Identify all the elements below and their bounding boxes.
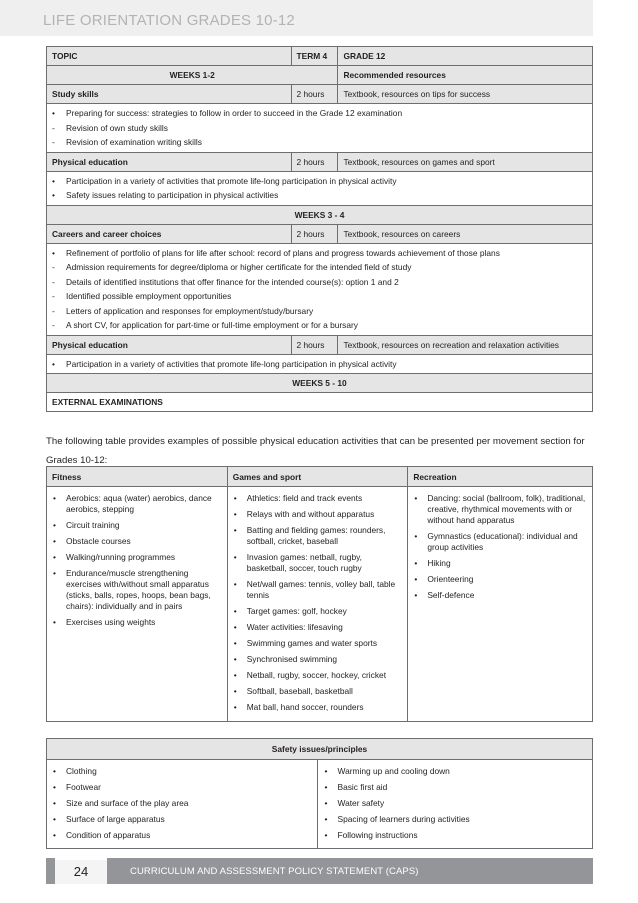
topic-physical-education-2: Physical education xyxy=(47,335,292,354)
list-item: • Circuit training xyxy=(52,520,222,531)
list-item: • Hiking xyxy=(413,558,587,569)
topic-careers: Careers and career choices xyxy=(47,224,292,243)
list-item: • Walking/running programmes xyxy=(52,552,222,563)
weeks-3-4-label: WEEKS 3 - 4 xyxy=(47,205,593,224)
weeks-row xyxy=(47,66,593,85)
careers-list xyxy=(52,246,587,333)
games-sport-header: Games and sport xyxy=(227,467,408,487)
recreation-header: Recreation xyxy=(408,467,593,487)
page-number: 24 xyxy=(73,864,89,879)
list-item: - Letters of application and responses for employment/study/bursary xyxy=(52,304,587,319)
weeks-5-10-label: WEEKS 5 - 10 xyxy=(47,374,593,393)
list-item: - Revision of own study skills xyxy=(52,121,587,136)
list-item: • Obstacle courses xyxy=(52,536,222,547)
list-item: • Swimming games and water sports xyxy=(233,638,403,649)
term4-schedule-table xyxy=(46,46,593,412)
fitness-list xyxy=(52,491,222,628)
list-item: • Gymnastics (educational): individual and group activities xyxy=(413,531,587,553)
list-item: • Spacing of learners during activities xyxy=(323,814,587,825)
resources-cell: Textbook, resources on careers xyxy=(338,224,593,243)
list-item: • Dancing: social (ballroom, folk), traditional, creative, rhythmical movements with or without hand apparatus xyxy=(413,493,587,526)
topic-row xyxy=(47,85,593,104)
hours-cell: 2 hours xyxy=(291,335,338,354)
items-row xyxy=(47,243,593,335)
list-item: • Water safety xyxy=(323,798,587,809)
physical-education-list xyxy=(52,174,587,203)
list-item: • Self-defence xyxy=(413,590,587,601)
list-item: • Clothing xyxy=(52,766,312,777)
safety-body-row xyxy=(47,760,593,849)
list-item: • Basic first aid xyxy=(323,782,587,793)
list-item: • Footwear xyxy=(52,782,312,793)
topic-row xyxy=(47,335,593,354)
activities-table xyxy=(46,466,593,722)
footer-left-strip xyxy=(46,858,55,884)
page-header-title: LIFE ORIENTATION GRADES 10-12 xyxy=(43,12,295,29)
list-item: • Refinement of portfolio of plans for life after school: record of plans and progress towards achievement of those plans xyxy=(52,246,587,261)
topic-row xyxy=(47,224,593,243)
safety-title: Safety issues/principles xyxy=(47,739,593,760)
list-item: • Invasion games: netball, rugby, basketball, soccer, touch rugby xyxy=(233,552,403,574)
topic-row xyxy=(47,152,593,171)
weeks-1-2-label: WEEKS 1-2 xyxy=(47,66,338,85)
list-item: • Participation in a variety of activities that promote life-long participation in physical activity xyxy=(52,174,587,189)
topic-study-skills: Study skills xyxy=(47,85,292,104)
recommended-resources-label: Recommended resources xyxy=(338,66,593,85)
safety-right-list xyxy=(323,762,587,841)
list-item: • Size and surface of the play area xyxy=(52,798,312,809)
physical-education-2-list xyxy=(52,357,587,372)
list-item: • Preparing for success: strategies to follow in order to succeed in the Grade 12 examination xyxy=(52,106,587,121)
list-item: • Relays with and without apparatus xyxy=(233,509,403,520)
footer-text: CURRICULUM AND ASSESSMENT POLICY STATEMENT (CAPS) xyxy=(130,866,419,877)
list-item: • Surface of large apparatus xyxy=(52,814,312,825)
activities-body-row xyxy=(47,487,593,722)
hours-cell: 2 hours xyxy=(291,224,338,243)
resources-cell: Textbook, resources on recreation and relaxation activities xyxy=(338,335,593,354)
table-header-row xyxy=(47,47,593,66)
items-row xyxy=(47,354,593,374)
study-skills-list xyxy=(52,106,587,150)
list-item: • Safety issues relating to participation in physical activities xyxy=(52,188,587,203)
games-sport-list xyxy=(233,491,403,713)
weeks-row xyxy=(47,205,593,224)
list-item: • Warming up and cooling down xyxy=(323,766,587,777)
list-item: • Condition of apparatus xyxy=(52,830,312,841)
topic-physical-education: Physical education xyxy=(47,152,292,171)
list-item: • Orienteering xyxy=(413,574,587,585)
col-term-header: TERM 4 xyxy=(291,47,338,66)
fitness-header: Fitness xyxy=(47,467,228,487)
items-row xyxy=(47,171,593,205)
list-item: - Identified possible employment opportunities xyxy=(52,289,587,304)
external-examinations-label: EXTERNAL EXAMINATIONS xyxy=(47,393,593,412)
list-item: - Revision of examination writing skills xyxy=(52,135,587,150)
safety-left-list xyxy=(52,762,312,841)
list-item: • Water activities: lifesaving xyxy=(233,622,403,633)
hours-cell: 2 hours xyxy=(291,85,338,104)
list-item: • Athletics: field and track events xyxy=(233,493,403,504)
list-item: • Aerobics: aqua (water) aerobics, dance aerobics, stepping xyxy=(52,493,222,515)
weeks-row xyxy=(47,374,593,393)
external-exams-row xyxy=(47,393,593,412)
list-item: - Details of identified institutions that offer finance for the intended course(s): option 1 and 2 xyxy=(52,275,587,290)
list-item: • Netball, rugby, soccer, hockey, cricket xyxy=(233,670,403,681)
hours-cell: 2 hours xyxy=(291,152,338,171)
list-item: • Mat ball, hand soccer, rounders xyxy=(233,702,403,713)
list-item: • Net/wall games: tennis, volley ball, table tennis xyxy=(233,579,403,601)
safety-table xyxy=(46,738,593,849)
list-item: • Participation in a variety of activities that promote life-long participation in physical activity xyxy=(52,357,587,372)
list-item: • Endurance/muscle strengthening exercises with/without small apparatus (sticks, balls, ropes, hoops, bean bags, chairs): individually and in pairs xyxy=(52,568,222,612)
resources-cell: Textbook, resources on games and sport xyxy=(338,152,593,171)
list-item: • Following instructions xyxy=(323,830,587,841)
list-item: • Softball, baseball, basketball xyxy=(233,686,403,697)
recreation-list xyxy=(413,491,587,601)
intro-paragraph: The following table provides examples of possible physical education activities that can be presented per movement section for Grades 10-12: xyxy=(46,436,585,466)
list-item: • Batting and fielding games: rounders, softball, cricket, baseball xyxy=(233,525,403,547)
activities-header-row xyxy=(47,467,593,487)
list-item: • Target games: golf, hockey xyxy=(233,606,403,617)
items-row xyxy=(47,104,593,153)
list-item: • Synchronised swimming xyxy=(233,654,403,665)
resources-cell: Textbook, resources on tips for success xyxy=(338,85,593,104)
col-topic-header: TOPIC xyxy=(47,47,292,66)
safety-header-row xyxy=(47,739,593,760)
list-item: - A short CV, for application for part-time or full-time employment or for a bursary xyxy=(52,318,587,333)
list-item: - Admission requirements for degree/diploma or higher certificate for the intended field of study xyxy=(52,260,587,275)
col-grade-header: GRADE 12 xyxy=(338,47,593,66)
list-item: • Exercises using weights xyxy=(52,617,222,628)
